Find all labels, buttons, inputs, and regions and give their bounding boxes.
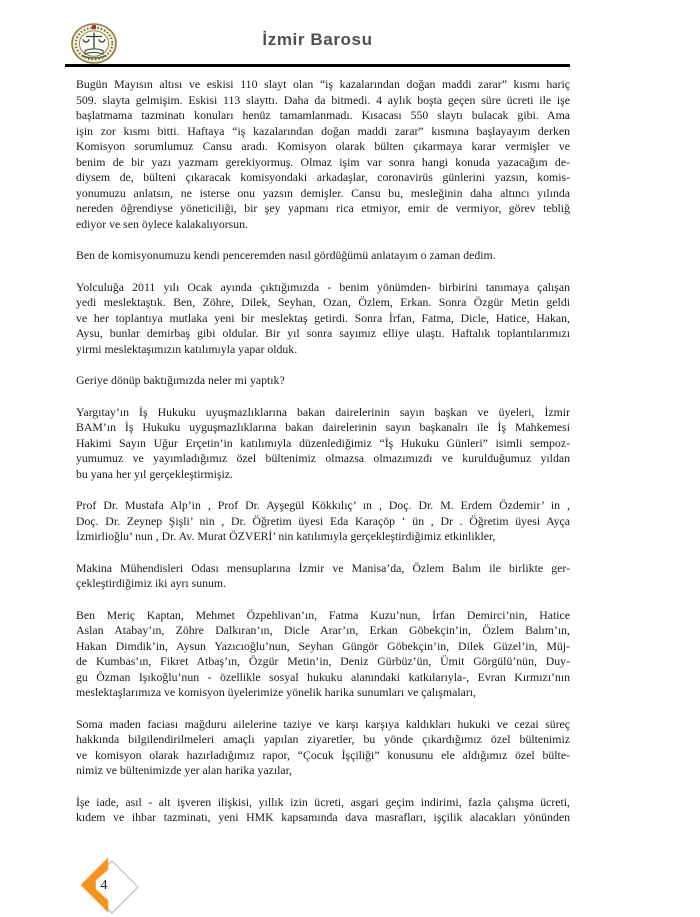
text-line: işin zor kısmı bitti. Haftaya “iş kazalarından doğan maddi zarar” kısmına başlayayım derken (76, 123, 570, 138)
text-line: ediyor ve sen öylece kalakalıyorsun. (76, 216, 248, 231)
text-line: nereden öğrendiyse yöneticiliği, bir şey yapmanı rica etmiyor, emir de vermiyor, görev tebliğ (76, 201, 570, 215)
paragraph (76, 77, 570, 232)
text-line: 509. slayta gelmişim. Eskisi 113 slayttı. Daha da bitmedi. 4 aylık boşta geçen süre ücreti ile işe (76, 92, 570, 107)
paragraph (76, 608, 570, 701)
text-line: Aslan Atabay’ın, Zöhre Dalkıran’ın, Dicle Arar’ın, Erkan Göbekçin’in, Özlem Balım’ın, (76, 623, 570, 637)
paragraph (76, 405, 570, 483)
text-line: BAM’ın İş Hukuku uyguşmazlıklarına bakan dairelerinin sayın başkanalrı ile İş Mahkemesi (76, 420, 570, 434)
text-line: meslektaşlarımıza ve komisyon üyelerimize yönelik harika sunumları ve çalışmaları, (76, 685, 476, 699)
paragraph (76, 373, 570, 389)
text-line: çekleştirdiğimiz iki ayrı sunum. (76, 576, 227, 590)
text-line: yumumuz ve yayımladığımız özel bültenimiz olmazsa olmazımızdı ve kurulduğumuz yıldan (76, 451, 570, 465)
header-divider (65, 64, 570, 67)
text-line: Yargıtay’ın İş Hukuku uyuşmazlıklarına bakan dairelerinin sayın başkan ve üyeleri, İzmir (76, 404, 570, 419)
text-line: İşe iade, asıl - alt işveren ilişkisi, yıllık izin ücreti, asgari geçim indirimi, fazla çalışma ücreti, (76, 794, 570, 809)
text-line: Komisyon sorumlumuz Cansu aradı. Komisyon olarak bülten çıkarmaya karar vermişler ve (76, 139, 570, 153)
text-line: Yolculuğa 2011 yılı Ocak ayında çıktığımızda - benim yönümden- birbirini tanımaya çalışan (76, 279, 570, 294)
text-line: Hakan Dimdik’in, Aysun Yazıcıoğlu’nun, Seyhan Güngör Göbekçin’in, Dilek Güzel’in, Müj- (76, 638, 570, 653)
paragraph (76, 561, 570, 592)
text-line: yirmi meslektaşımızın katılımıyla yapar olduk. (76, 341, 298, 356)
page-header (65, 18, 570, 66)
paragraph (76, 498, 570, 545)
text-line: gu Özman Işıkoğlu’nun - özellikle sosyal hukuku alanındaki katkılarıyla-, Evran Kırmızı’nın (76, 669, 570, 684)
text-line: de Kumbas’ın, Fikret Atbaş’ın, Özgür Metin’in, Deniz Gürbüz’ün, Ümit Görgülü’nün, Duy- (76, 654, 570, 668)
text-line: Doç. Dr. Zeynep Şişli’ nin , Dr. Öğretim üyesi Eda Karaçöp ‘ ün , Dr . Öğretim üyesi Ayça (76, 513, 570, 528)
text-line: hakkında bilgilendirilmeleri amaçlı yapılan ziyaretler, bu yönde çıkardığımız özel bültenimiz (76, 732, 570, 746)
paragraph (76, 280, 570, 358)
document-body (76, 77, 570, 826)
text-line: diysem de, bülteni çıkaracak komisyondaki arkadaşlar, coronavirüs günlerini yazsın, komis- (76, 170, 570, 184)
text-line: bu yana her yıl gerçekleştirmişiz. (76, 466, 233, 481)
paragraph (76, 717, 570, 779)
text-line: nimiz ve bültenimizde yer alan harika yazılar, (76, 763, 293, 777)
text-line: Geriye dönüp baktığımızda neler mi yaptık? (76, 373, 285, 387)
text-line: yedi meslektaştık. Ben, Zöhre, Dilek, Seyhan, Ozan, Özlem, Erkan. Sonra Özgür Metin geldi (76, 295, 570, 309)
paragraph (76, 248, 570, 264)
text-line: ve komisyon olarak hazırladığımız rapor, “Çocuk İşçiliği” konusunu ele aldığımız özel bülte- (76, 747, 570, 762)
text-line: Makina Mühendisleri Odası mensuplarına İzmir ve Manisa’da, Özlem Balım ile birlikte ger- (76, 560, 570, 575)
text-line: Ben de komisyonumuzu kendi penceremden nasıl gördüğümü anlatayım o zaman dedim. (76, 248, 496, 262)
text-line: Soma maden faciası mağduru ailelerine taziye ve karşı karşıya kaldıkları hukuki ve cezai süreç (76, 716, 570, 731)
text-line: Aysu, bunlar demirbaş gibi oldular. Bir yıl sonra sayımız elliye ulaştı. Haftalık toplantılarımızı (76, 326, 570, 340)
text-line: başlatmama tazminatı konuları henüz tamamlanmadı. Kısacası 550 slaytı bulacak gibi. Ama (76, 108, 570, 122)
text-line: Ben Meriç Kaptan, Mehmet Özpehlivan’ın, Fatma Kuzu’nun, İrfan Demirci’nin, Hatice (76, 607, 570, 622)
text-line: benim de bir yazı yazmam gerekiyormuş. Olmaz işim var sonra hangi konuda yazacağım de- (76, 154, 570, 169)
text-line: ve her toplantıya mutlaka yeni bir meslektaş getirdi. Sonra İrfan, Fatma, Dicle, Hatice, Hakan, (76, 310, 570, 325)
text-line: kıdem ve ihbar tazminatı, yeni HMK kapsamında dava masrafları, işçilik alacakları yönünden (76, 810, 570, 824)
page-title: İzmir Barosu (262, 30, 373, 49)
text-line: İzmirlioğlu’ nun , Dr. Av. Murat ÖZVERİ’ nin katılımıyla gerçekleştirdiğimiz etkinlikler, (76, 529, 496, 543)
text-line: Prof Dr. Mustafa Alp’in , Prof Dr. Ayşegül Kökkılıç’ ın , Doç. Dr. M. Erdem Özdemir’ in , (76, 498, 570, 512)
text-line: Bugün Mayısın altısı ve eskisi 110 slayt olan “iş kazalarından doğan maddi zarar” kısmı hariç (76, 77, 570, 91)
paragraph (76, 795, 570, 826)
text-line: Hakimi Sayın Uğur Erçetin’in katılımıyla düzenlediğimiz “İş Hukuku Günleri” isimli sempoz- (76, 435, 570, 450)
page-number: 4 (100, 878, 108, 893)
text-line: yonumuzu anlatsın, ne isterse onu yazsın demişler. Cansu bu, mesleğinin daha altıncı yılında (76, 185, 570, 200)
